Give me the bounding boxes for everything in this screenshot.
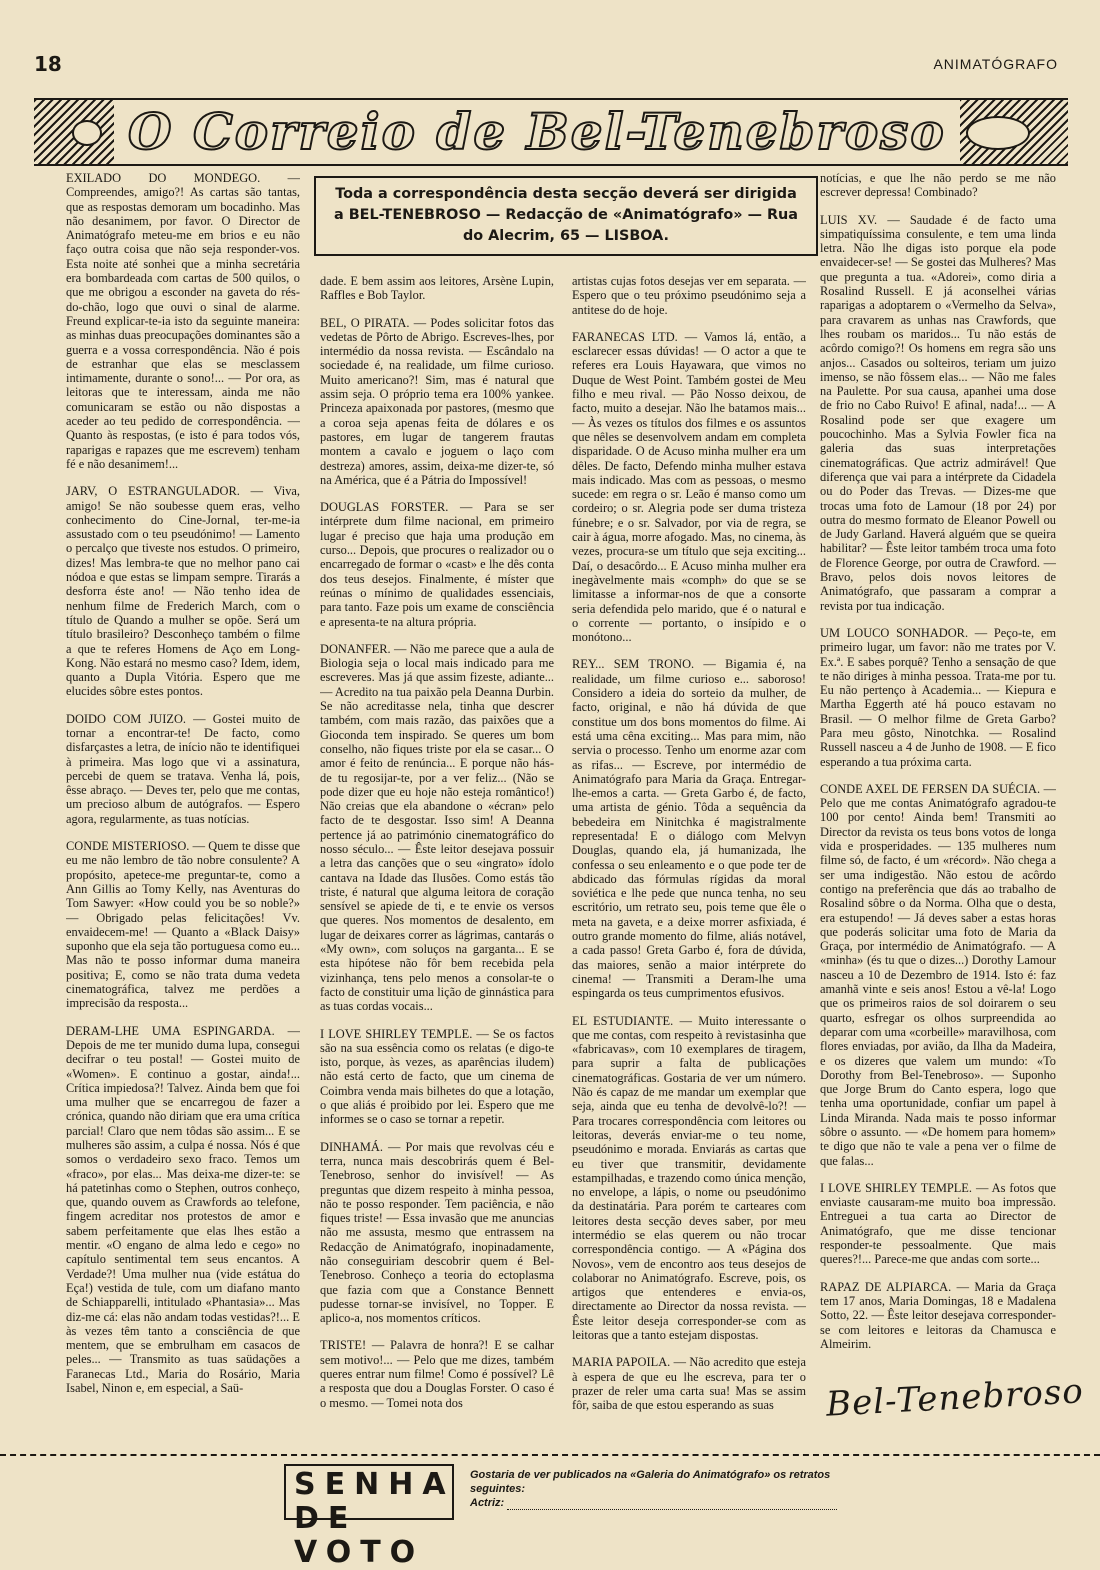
reply-paragraph: RAPAZ DE ALPIARCA. — Maria da Graça tem 17 anos, Maria Domingas, 18 e Madalena Sotto, 22. — Êste leitor desejava corresponder-se com leitores e leitoras da Chamusca e Almeirim. [820,1279,1056,1351]
coupon-text-block [470,1468,840,1510]
column-1 [66,171,300,1444]
reply-paragraph: JARV, O ESTRANGULADOR. — Viva, amigo! Se não soubesse quem eras, velho conhecimento do Cine-Jornal, ter-me-ia assustado com o teu pseudónimo! — Lamento o percalço que tiveste nos estudos. O primeiro, dizes! Mas lembra-te que no melhor pano cai nódoa e que estas se limpam sempre. Tirarás a desforra éste ano! — Não tenho idea de nenhum filme de Frederich March, com o título de Quando a mulher se opõe. Será um título brasileiro? Desconheço também o filme a que te referes Homens de Aço em Long-Kong. Não estará no mesmo caso? Idem, idem, quanto a Dupla Vitória. Espero que me elucides sôbre estes pontos. [66,484,300,699]
reply-paragraph: artistas cujas fotos desejas ver em separata. — Espero que o teu próximo pseudónimo seja a antitese do de hoje. [572,274,806,317]
reply-paragraph: DERAM-LHE UMA ESPINGARDA. — Depois de me ter munido duma lupa, consegui decifrar o teu postal! — Gostei muito de «Women». E continuo a gostar, ainda!... Crítica impiedosa?! Talvez. Ainda bem que foi uma mulher que se encarregou de fazer a crónica, quando não diriam que era uma crítica parcial! Claro que nem tôdas são assim... E se mulheres são assim, a culpa é nossa. Nós é que somos o verdadeiro sexo fraco. Temos um «fraco», por elas... Mas deixa-me dizer-te: se há patetinhas como o Stephen, outros conheço, que, quando ouvem as Crawfords ao telefone, fingem acreditar nos protestos de amor e sabem perfeitamente que elas lhes estão a mentir. «O engano de alma ledo e cego» no capítulo sentimental tem seus encantos. A Verdade?! Uma mulher nua (vide estátua do Eça!) vestida de tule, com um diafano manto de Schiapparelli, intitulado «Phantasia»... Mas diz-me cá: elas não andam todas vestidas?!... E às vezes têm tanto a consciência de que mentem, que se embrulham em casacos de peles... — Transmito as tuas saüdações a Faranecas Ltd., Maria do Rosário, Maria Isabel, Ninon e, em especial, a Saü- [66,1023,300,1396]
coupon-title: SENHA [294,1467,455,1502]
reply-paragraph: TRISTE! — Palavra de honra?! E se calhar sem motivo!... — Pelo que me dizes, também queres entrar num filme! Como é possível? Lê a resposta que dou a Douglas Forster. O caso é o mesmo. — Tomei nota dos [320,1338,554,1410]
section-banner [34,98,1068,166]
reply-paragraph: MARIA PAPOILA. — Não acredito que esteja à espera de que eu lhe escreva, para ter o prazer de reler uma carta sua! Mas se assim fôr, saiba de que estou esperando as suas [572,1355,806,1413]
coupon-instructions: Gostaria de ver publicados na «Galeria do Animatógrafo» os retratos seguintes: [470,1469,831,1495]
column-2 [320,274,554,1444]
reply-paragraph: DOUGLAS FORSTER. — Para se ser intérprete dum filme nacional, em primeiro lugar é preciso que haja uma produção em curso... Depois, que procures o realizador ou o encarregado de formar o «cast» e lhe dês conta dos teus desejos. Finalmente, é míster que reúnas o mínimo de qualidades essenciais, para tanto. Faze pois um exame de consciência e apresenta-te na altura própria. [320,500,554,629]
column-4 [820,171,1056,1444]
coupon-box [284,1464,455,1570]
section-title: O Correio de Bel-Tenebroso [114,100,960,164]
coupon-field-row [470,1496,840,1510]
reply-paragraph: UM LOUCO SONHADOR. — Peço-te, em primeiro lugar, um favor: não me trates por V. Ex.ª. E sabes porquê? Tenho a sensação de que te não diriges à minha pessoa. Trata-me por tu. Eu não pertenço à Academia... — Kiepura e Martha Eggerth até há pouco estavam no Brasil. — O melhor filme de Greta Garbo? Para meu gôsto, Ninotchka. — Rosalind Russell nasceu a 4 de Junho de 1908. — E fico esperando a tua próxima carta. [820,625,1056,769]
page-number: 18 [34,52,62,76]
reply-paragraph: I LOVE SHIRLEY TEMPLE. — As fotos que enviaste causaram-me muito boa impressão. Entreguei a tua carta ao Director de Animatógrafo, que me disse tencionar responder-te pessoalmente. Que mais queres?!... Parece-me que andas com sorte... [820,1180,1056,1267]
reply-paragraph: FARANECAS LTD. — Vamos lá, então, a esclarecer essas dúvidas! — O actor a que te referes era Louis Hayawara, que vimos no Duque de West Point. Também gostei de Meu filho e meu rival. — Pão Nosso deixou, de facto, muito a desejar. Não lhe batamos mais... — Às vezes os títulos dos filmes e os assuntos que nêles se desenvolvem andam em completa disparidade. O de Acuso minha mulher era um dêles. De facto, Defendo minha mulher estava mais indicado. Mas com as pessoas, o mesmo sucede: em regra o sr. Leão é manso como um cordeiro; o sr. Alegria pode ser duma tristeza fúnebre; e o sr. Salvador, por via de regra, se cair à água, morre afogado. Mas, no cinema, às vezes, procura-se um título que seja exciting... Daí, o desacôrdo... E Acuso minha mulher era inegàvelmente mais «comph» do que se se limitasse a informar-nos de que a consorte seria defendida pelo marido, que é o natural e o corrente — portanto, o insípido e o monótono... [572,329,806,645]
reply-paragraph: EXILADO DO MONDEGO. — Compreendes, amigo?! As cartas são tantas, que as respostas demoram um bocadinho. Mas não desanimem, por favor. O Director de Animatógrafo meteu-me em brios e eu não faço outra coisa que não seja responder-vos. Esta noite até sonhei que a minha secretária era bombardeada com cartas de 500 quilos, o que me obrigou a esconder na gaveta do rés-do-chão, logo que ouvi o sinal de alarme. Freund explicar-te-ia isto da seguinte maneira: as minhas duas preocupações dominantes são a guerra e a vossa correspondência. Não é pois de estranhar que elas se mesclassem intimamente, durante o sono!... — Por ora, as leitoras que te interessam, ainda me não comunicaram se estão ou não dispostas a aceder ao teu pedido de correspondência. — Quanto às respostas, (e isto é para todos vós, raparigas e rapazes que me escrevem) tenham fé e não desanimem!... [66,171,300,471]
reply-paragraph: dade. E bem assim aos leitores, Arsène Lupin, Raffles e Bob Taylor. [320,274,554,303]
reply-paragraph: DINHAMÁ. — Por mais que revolvas céu e terra, nunca mais descobrirás quem é Bel-Tenebroso, senhor do invisível! — As preguntas que dizem respeito à minha pessoa, não te posso responder. Tem paciência, e não fiques triste! — Essa invasão que me anuncias não me assusta, mesmo que entrassem na Redacção de Animatógrafo, inopinadamente, não conseguiriam descobrir quem é Bel-Tenebroso. Conheço a teoria do ectoplasma que fazia com que a Constance Bennett pudesse tornar-se invisível, no Topper. E aplico-a, nos momentos críticos. [320,1139,554,1326]
reply-paragraph: notícias, e que lhe não perdo se me não escrever depressa! Combinado? [820,171,1056,200]
signature: Bel-Tenebroso [825,1371,1085,1425]
column-3 [572,274,806,1444]
reply-paragraph: CONDE MISTERIOSO. — Quem te disse que eu me não lembro de tão nobre consulente? A propósito, apetece-me preguntar-te, como a Ann Gillis ao Tomy Kelly, nas Aventuras do Tom Sawyer: «How could you be so noble?» — Obrigado pelas felicitações! Vv. envaidecem-me! — Quanto a «Black Daisy» suponho que ela seja tão portuguesa como eu... Mas não te posso informar duma maneira positiva; E, como se não trata duma vedeta cinematográfica, talvez me perdões a imprecisão da resposta... [66,839,300,1011]
reply-paragraph: DOIDO COM JUIZO. — Gostei muito de tornar a encontrar-te! De facto, como disfarçastes a letra, de início não te identifiquei à primeira. Mas logo que vi a assinatura, percebi de quem se tratava. Venha lá, pois, êsse abraço. — Deves ter, pelo que me contas, um precioso album de autógrafos. — Espero agora, regularmente, as tuas notícias. [66,711,300,826]
reply-paragraph: CONDE AXEL DE FERSEN DA SUÉCIA. — Pelo que me contas Animatógrafo agradou-te 100 por cento! Ainda bem! Transmiti ao Director da revista os teus bons votos de longa vida e prosperidades. — 135 mulheres num filme só, de facto, é um «récord». Não chega a ser uma indigestão. Não estou de acôrdo contigo na preferência que dás ao trabalho de Rosalind sôbre o da Norma. Olha que o desta, era estupendo! — Já deves saber a estas horas que poderás solicitar uma foto de Maria da Graça, por intermédio de Animatógrafo. — A «minha» (és tu que o dizes...) Dorothy Lamour nasceu a 10 de Dezembro de 1914. Isto é: faz amanhã vinte e seis anos! Estou a vê-la! Logo que os primeiros raios de sol doirarem o seu quarto, esfregar os olhos surpreendida ao deparar com uma «corbeille» maravilhosa, com flores enviadas, por avião, da Ilha da Madeira, e os dizeres que valem um mundo: «To Dorothy from Bel-Tenebroso». — Suponho que Jorge Brum do Canto espera, logo que tenha uma oportunidade, confiar um papel à Linda Miranda. Nada mais te posso informar sôbre o assunto. — «De homem para homem» te digo que não te vale a pena ver o filme de que falas... [820,781,1056,1168]
reply-paragraph: EL ESTUDIANTE. — Muito interessante o que me contas, com respeito à revistasinha que «fabricavas», com 10 exemplares de tiragem, para suprir a falta de publicações cinematográficas. Gostaria de ver um número. Não és capaz de me mandar um exemplar que seja, ainda que eu tenha de devolvê-lo?! — Para trocares correspondência com leitores ou leitoras, deverás enviar-me o teu nome, pseudónimo e morada. Enviarás as cartas que eu tiver que transmitir, devidamente estampilhadas, e trazendo como única menção, no envelope, a lápis, o nome ou pseudónimo da destinatária. Para porém te carteares com leitores desta secção deves saber, por meu intermédio se elas querem ou não trocar correspondência contigo. — A «Página dos Novos», vem de encontro aos teus desejos de colaborar no Animatógrafo. Escreve, pois, os artigos que entenderes e envia-os, directamente ao Director da nossa revista. — Êste leitor deseja corresponder-se com as leitoras que a tanto estejam dispostas. [572,1013,806,1343]
magazine-name: ANIMATÓGRAFO [933,56,1058,72]
actress-field-label: Actriz: [470,1497,505,1509]
reply-paragraph: REY... SEM TRONO. — Bigamia é, na realidade, um filme curioso e... saboroso! Considero a ideia do sorteio da mulher, de facto, original, e não há dúvida de que constitue um dos bons momentos do filme. Ai está uma cêna exciting... Mas para mim, não servia o processo. Tenho um enorme azar com as rifas... — Escreve, por intermédio de Animatógrafo para Maria da Graça. Entregar-lhe-emos a carta. — Greta Garbo é, de facto, uma artista de génio. Tôda a sequência da bebedeira em Ninitchka é magistralmente representada! E o diálogo com Melvyn Douglas, quando ela, já humanizada, lhe confessa o seu enleamento e o que pode ter de abdicado das fórmulas rígidas da moral soviética e lhe pede que nunca tenha, no seu escritório, um retrato seu, pois teme que êle o meta na gaveta, e a deixe morrer asfixiada, é outro grande momento do filme, aliás notável, a cada passo! Greta Garbo é, fora de dúvida, das maiores, senão a maior intérprete do cinema! — Transmiti a Deram-lhe uma espingarda os teus cumprimentos efusivos. [572,657,806,1001]
coupon-subtitle: DE VOTO [294,1501,425,1570]
reply-paragraph: LUIS XV. — Saudade é de facto uma simpatiquíssima consulente, e tem uma linda letra. Não lhe digas isto porque ela pode envaidecer-se! — Se gostei das Mulheres? Mas que pregunta a tua. «Adorei», como diria a Rosalind Russell. E já aconselhei várias raparigas a adoptarem o «Vermelho da Selva», para cravarem as unhas nas Crawfords, que lhes roubam os maridos... Tu não estás de acôrdo comigo?! Os homens em regra são uns anjos... Casados ou solteiros, teriam um juizo imenso, se não fôssem elas... — Não me fales na Paulette. Por sua causa, apanhei uma dose de frio no Cabo Ruivo! E afinal, nada!... — A Rosalind pode ser que exagere um poucochinho. Mas a Sylvia Fowler fica na galeria das suas interpretações cinematográficas. Que actriz admirável! Que diferença que vai para a intérprete da Cidadela ou do Poder das Trevas. — Dizes-me que trocas uma foto de Lamour (18 por 24) por outra do mesmo formato de Eleanor Powell ou de Judy Garland. Haverá alguém que se queira habilitar? — Êste leitor também troca uma foto de Florence George, por outra de Crawford. — Bravo, pelos dois novos leitores de Animatógrafo, que passaram a comprar a revista por tua indicação. [820,212,1056,613]
reply-paragraph: BEL, O PIRATA. — Podes solicitar fotos das vedetas de Pôrto de Abrigo. Escreves-lhes, por intermédio da nossa revista. — Escândalo na sociedade é, na realidade, um filme curioso. Muito americano?! Sim, mas é natural que assim seja. O próprio tema era 100% yankee. Princeza apaixonada por pastores, (mesmo que a coroa seja apenas feita de dólares e os pastores, em lugar de tangerem frautas montem a cavalo e joguem o laço com destreza) amores, assim, deixa-me dizer-te, só na América, que é a Pátria do Impossível! [320,315,554,487]
vote-coupon [0,1454,1100,1570]
correspondence-notice: Toda a correspondência desta secção deverá ser dirigida a BEL-TENEBROSO — Redacção de «Animatógrafo» — Rua do Alecrim, 65 — LISBOA. [314,176,818,256]
reply-paragraph: DONANFER. — Não me parece que a aula de Biologia seja o local mais indicado para me escreveres. Mas já que assim fizeste, adiante... — Acredito na tua paixão pela Deanna Durbin. Se não acreditasse nela, tinha que descrer também, com mais razão, das paixões que a Gioconda tem inspirado. Se queres um bom conselho, não fiques triste por ela se casar... O amor é feito de renúncia... E porque não hás-de tu regosijar-te, por a ver feliz... (Não se pode dizer que eu hoje não esteja romântico!) Não creias que ela abandone o «écran» pelo facto de te desgostar. Isso sim! A Deanna pertence já ao património cinematográfico do nosso século... — Êste leitor desejava possuir a letra das canções que o seu «ingrato» ídolo cantava na Idade das Ilusões. Como estás tão triste, é natural que alguma leitora de coração sensível se apiede de ti, e te envie os versos que queres. Nos momentos de desalento, em lugar de deixares correr as lágrimas, cantarás o «My own», com soluços na garganta... E se esta hipótese não fôr bem recebida pela vizinhança, tens pelo menos a consolar-te o facto de constituir uma lição de ginnástica para as tuas cordas vocais... [320,641,554,1014]
banner-ornament-right [966,116,1030,150]
banner-ornament-left [72,120,102,146]
reply-paragraph: I LOVE SHIRLEY TEMPLE. — Se os factos são na sua essência como os relatas (e digo-te isto, porque, às vezes, as aparências iludem) não está certo de facto, que um cinema de Coimbra venda mais bilhetes do que a lotação, o que aliás é proibido por lei. Espero que me informes se o caso se tornar a repetir. [320,1026,554,1127]
